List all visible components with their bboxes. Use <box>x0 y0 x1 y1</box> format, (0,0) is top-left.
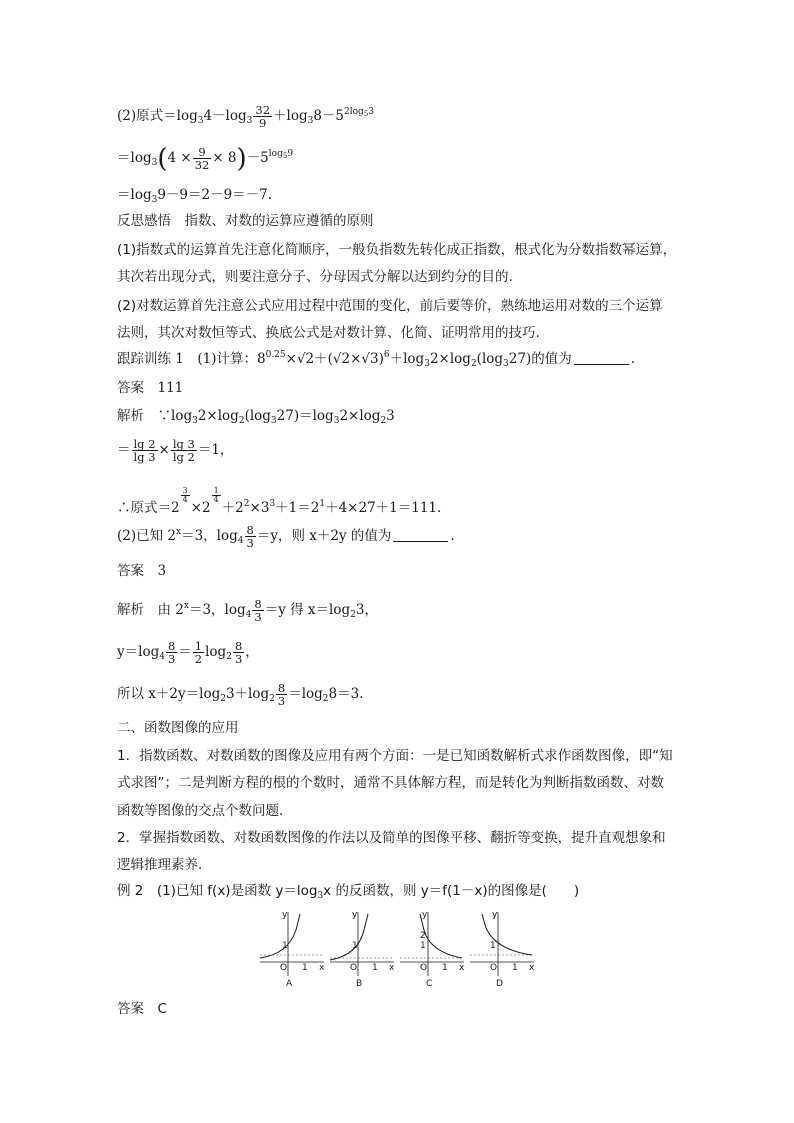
sub: 2 <box>238 416 245 426</box>
fraction <box>171 438 197 463</box>
text: ＝y，则 x＋2y 的值为 <box>256 528 392 544</box>
text: 8－5 <box>313 108 345 124</box>
sup: 0.25 <box>265 350 286 360</box>
x-label: x <box>459 963 465 973</box>
curve <box>260 914 300 958</box>
sub: 4 <box>237 536 244 546</box>
denominator: 3 <box>254 610 262 624</box>
section-2-p1c: 函数等图像的交点个数问题． <box>117 803 293 819</box>
text: ∴原式＝2 <box>117 500 180 516</box>
section-2-p1a: 1．指数函数、对数函数的图像及应用有两个方面：一是已知函数解析式求作函数图像，即“知 <box>117 748 673 764</box>
sup: 3 <box>269 499 276 509</box>
text: 3， <box>355 602 378 618</box>
tick-label: 2 <box>420 931 426 941</box>
section-2-p1b: 式求图”；二是判断方程的根的个数时，通常不具体解方程，而是转化为判断指数函数、对数 <box>117 775 664 791</box>
fraction <box>166 640 177 665</box>
text: 9－9＝2－9＝－7. <box>157 187 273 203</box>
reflection-p1a: (1)指数式的运算首先注意化简顺序，一般负指数先转化成正指数，根式化为分数指数幂运算， <box>117 242 677 258</box>
text: 解析 由 2 <box>117 602 184 618</box>
origin-label: O <box>490 963 498 973</box>
text: 27)＝log <box>276 408 334 424</box>
fraction <box>253 104 272 129</box>
text: 2×log <box>339 408 381 424</box>
text: ＝3，log <box>181 528 238 544</box>
origin-label: O <box>280 963 288 973</box>
sub: 2 <box>220 694 226 704</box>
solution-2-line-1 <box>117 598 378 623</box>
option-label-d: D <box>496 979 503 989</box>
numerator: 32 <box>255 103 271 117</box>
solution-1-line-1 <box>117 407 395 425</box>
sup: x <box>176 527 182 537</box>
training-q1 <box>117 350 635 368</box>
graph-c[interactable] <box>400 910 465 989</box>
graph-d[interactable] <box>470 910 535 989</box>
sub: 2 <box>269 694 275 704</box>
text: × <box>158 442 170 458</box>
denominator: lg 2 <box>172 450 195 464</box>
numerator: 8 <box>167 639 176 653</box>
sub: 2 <box>322 694 329 704</box>
solution-2-line-3 <box>117 682 364 707</box>
fraction <box>193 146 212 171</box>
option-label-c: C <box>426 979 433 989</box>
solution-1-line-3 <box>117 487 441 517</box>
text: 27)的值为 <box>508 351 572 367</box>
sub: 4 <box>159 652 165 662</box>
fraction <box>193 640 204 665</box>
numerator: 9 <box>193 146 212 159</box>
exponent-fraction <box>181 487 190 504</box>
solution-2-line-2 <box>117 640 259 665</box>
solution-line-2 <box>117 144 294 174</box>
curve <box>330 914 368 960</box>
fraction <box>276 682 287 707</box>
fraction <box>245 524 256 549</box>
text: 8＝3. <box>328 686 364 702</box>
text: ＋1＝2 <box>275 500 320 516</box>
sub: 3 <box>246 116 253 126</box>
numerator: 1 <box>194 639 203 653</box>
sup: 3 <box>368 107 375 117</box>
graph-a[interactable] <box>260 910 325 989</box>
denominator: lg 3 <box>133 450 156 464</box>
graph-b[interactable] <box>330 910 395 989</box>
text: (log <box>244 408 271 424</box>
tick-label: 1 <box>490 941 496 951</box>
text: (log <box>476 351 504 367</box>
text: 跟踪训练 1 (1)计算：8 <box>117 351 266 367</box>
text: 3 <box>386 408 395 424</box>
tick-label: 1 <box>442 963 448 973</box>
sub: 5 <box>282 152 288 160</box>
denominator: 3 <box>277 694 286 708</box>
sub: 3 <box>151 158 158 168</box>
text: ＝ <box>117 442 131 458</box>
denominator: 32 <box>194 158 210 172</box>
tick-label: 1 <box>282 941 288 951</box>
denominator: 9 <box>259 116 267 130</box>
x-label: x <box>529 963 535 973</box>
reflection-p1b: 其次若出现分式，则要注意分子、分母因式分解以达到约分的目的. <box>117 269 513 285</box>
origin-label: O <box>350 963 358 973</box>
text: 4－log <box>203 108 247 124</box>
text: ＝ <box>178 644 192 660</box>
text: ＝1， <box>197 442 234 458</box>
text: －5 <box>246 150 269 166</box>
text: (2)已知 2 <box>117 528 177 544</box>
sup: log <box>268 149 283 159</box>
sup: 9 <box>287 149 294 159</box>
example-2 <box>117 882 579 900</box>
left-paren: ( <box>157 144 168 174</box>
reflection-p2a: (2)对数运算首先注意公式应用过程中范围的变化，前后要等价，熟练地运用对数的三个运算 <box>117 298 663 314</box>
text: . <box>630 351 636 367</box>
text: ＝log <box>288 686 323 702</box>
option-label-b: B <box>356 979 363 989</box>
sub: 5 <box>363 110 369 118</box>
numerator: 1 <box>213 486 219 495</box>
y-label: y <box>422 910 428 920</box>
tick-label: 1 <box>302 963 308 973</box>
sub: 3 <box>424 359 430 369</box>
text: ＝3，log <box>188 602 246 618</box>
text: ＝y 得 x＝log <box>264 602 351 618</box>
text: 2×log <box>197 408 239 424</box>
sup: x <box>183 601 189 611</box>
text: 所以 x＋2y＝log <box>117 686 221 702</box>
sub: 3 <box>333 416 340 426</box>
reflection-title: 反思感悟 指数、对数的运算应遵循的原则 <box>117 213 374 229</box>
text: x 的反函数，则 y＝f(1－x)的图像是( ) <box>323 883 580 899</box>
fraction <box>233 640 244 665</box>
text: ×3 <box>249 500 270 516</box>
text: ×√2＋(√2×√3) <box>285 351 384 367</box>
y-label: y <box>492 910 498 920</box>
training-q2 <box>117 524 455 549</box>
curve <box>420 914 462 958</box>
numerator: lg 3 <box>172 437 195 451</box>
answer-blank[interactable] <box>393 541 448 542</box>
solution-line-3 <box>117 186 272 204</box>
answer-blank[interactable] <box>574 364 629 365</box>
example-2-answer: 答案 C <box>117 1001 167 1017</box>
text: 3＋log <box>225 686 270 702</box>
sup: 2log <box>344 107 364 117</box>
text: ＋4×27＋1＝111. <box>325 500 442 516</box>
section-2-p2a: 2．掌握指数函数、对数函数图像的作法以及简单的图像平移、翻折等变换，提升直观想象和 <box>117 830 666 846</box>
y-label: y <box>352 910 358 920</box>
sub: 4 <box>245 610 252 620</box>
sub: 3 <box>151 195 158 205</box>
text: ＋log <box>273 108 308 124</box>
sub: 2 <box>380 416 387 426</box>
y-label: y <box>282 910 288 920</box>
numerator: 8 <box>254 597 262 611</box>
text: ＝log <box>117 150 152 166</box>
numerator: 8 <box>246 523 254 537</box>
sup: 2 <box>243 499 250 509</box>
numerator: 3 <box>182 486 188 495</box>
text: × 8 <box>212 150 237 166</box>
text: 解析 ∵log <box>117 408 193 424</box>
tick-label: 1 <box>420 941 426 951</box>
denominator: 4 <box>213 495 219 504</box>
tick-label: 1 <box>512 963 518 973</box>
denominator: 4 <box>182 495 188 504</box>
text: ×2 <box>190 500 211 516</box>
sub: 3 <box>270 416 277 426</box>
solution-1-line-2 <box>117 438 233 463</box>
text: ＝log <box>117 187 152 203</box>
sup: 1 <box>319 499 326 509</box>
sub: 2 <box>350 610 356 620</box>
section-2-title: 二、函数图像的应用 <box>117 720 239 736</box>
text: log <box>205 644 227 660</box>
sup: 6 <box>383 350 390 360</box>
tick-label: 1 <box>372 963 378 973</box>
answer-2: 答案 3 <box>117 563 167 579</box>
origin-label: O <box>420 963 428 973</box>
x-label: x <box>389 963 395 973</box>
sub: 3 <box>192 416 198 426</box>
text: ＋log <box>389 351 425 367</box>
numerator: lg 2 <box>133 437 156 451</box>
sub: 3 <box>317 891 324 901</box>
solution-line-1 <box>117 104 374 129</box>
tick-label: 1 <box>352 941 358 951</box>
text: . <box>450 528 455 544</box>
text: 4 × <box>167 150 192 166</box>
option-graphs <box>258 910 538 990</box>
denominator: 2 <box>194 652 203 666</box>
numerator: 8 <box>277 681 286 695</box>
denominator: 3 <box>246 536 254 550</box>
text: y＝log <box>117 644 160 660</box>
numerator: 8 <box>234 639 243 653</box>
sub: 3 <box>307 116 314 126</box>
section-2-p2b: 逻辑推理素养． <box>117 857 212 873</box>
sub: 2 <box>470 359 477 369</box>
reflection-p2b: 法则，其次对数恒等式、换底公式是对数计算、化简、证明常用的技巧. <box>117 325 540 341</box>
text: (2)原式＝log <box>117 108 198 124</box>
right-paren: ) <box>236 144 247 174</box>
answer-1: 答案 111 <box>117 380 184 396</box>
text: ， <box>245 644 259 660</box>
sub: 3 <box>503 359 509 369</box>
fraction <box>132 438 158 463</box>
text: 2×log <box>429 351 471 367</box>
sub: 2 <box>226 652 232 662</box>
exponent-fraction <box>212 487 221 504</box>
text: 例 2 (1)已知 f(x)是函数 y＝log <box>117 883 318 899</box>
option-label-a: A <box>286 979 293 989</box>
fraction <box>252 598 263 623</box>
sub: 3 <box>197 116 204 126</box>
x-label: x <box>319 963 325 973</box>
text: ＋2 <box>221 500 244 516</box>
denominator: 3 <box>167 652 176 666</box>
denominator: 3 <box>234 652 243 666</box>
